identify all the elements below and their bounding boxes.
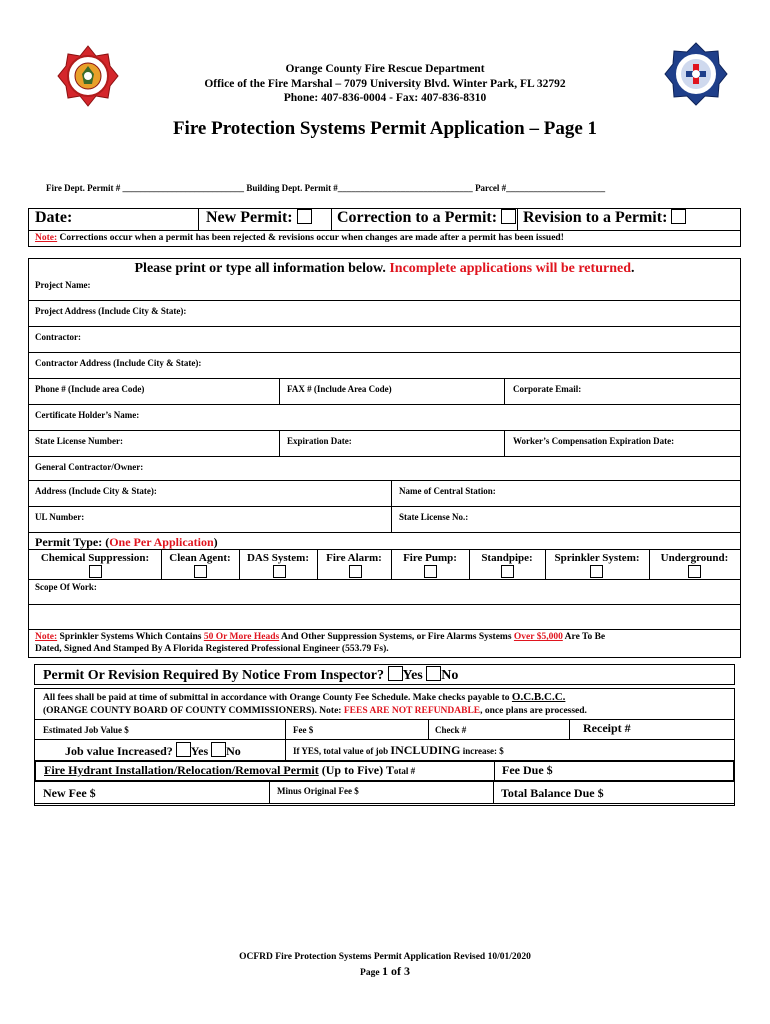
job-increased-no-checkbox[interactable] [211,742,226,757]
instructions-main: Please print or type all information below. [134,261,386,276]
note2-heads: 50 Or More Heads [203,632,280,642]
type-underground-label: Underground: [660,552,729,564]
type-sprinkler-label: Sprinkler System: [554,552,640,564]
hydrant-row [34,760,735,782]
page-title: Fire Protection Systems Permit Application – Page 1 [172,118,598,139]
job-increased-no-label: No [226,744,241,758]
fee-field[interactable]: Fee $ [293,725,314,735]
project-address-field[interactable]: Project Address (Include City & State): [35,306,187,316]
instructions-period: . [630,261,635,276]
fax-field[interactable]: FAX # (Include Area Code) [287,384,392,394]
minus-original-fee-field[interactable]: Minus Original Fee $ [277,786,359,796]
inspector-no-label: No [441,668,459,683]
job-increased-yes-label: Yes [190,744,209,758]
hydrant-total: otal # [393,766,416,776]
contractor-address-field[interactable]: Contractor Address (Include City & State): [35,358,202,368]
fees-line2a: (ORANGE COUNTY BOARD OF COUNTY COMMISSIONERS). Note: [43,705,344,716]
new-fee-field[interactable]: New Fee $ [43,786,96,800]
type-fire-alarm-checkbox[interactable] [349,565,362,578]
check-field[interactable]: Check # [435,725,467,735]
ul-number-field[interactable]: UL Number: [35,512,85,522]
revision-checkbox[interactable] [671,209,686,224]
fees-line2b: , once plans are processed. [480,705,587,716]
permit-type-label: Permit Type: ( [35,535,110,549]
total-balance-due-field[interactable]: Total Balance Due $ [501,786,604,800]
central-station-field[interactable]: Name of Central Station: [399,486,496,496]
type-underground-checkbox[interactable] [688,565,701,578]
correction-label: Correction to a Permit: [337,209,498,226]
hydrant-permit-label: Fire Hydrant Installation/Relocation/Removal Permit [44,763,319,777]
type-fire-pump-checkbox[interactable] [424,565,437,578]
project-name-field[interactable]: Project Name: [35,280,91,290]
type-das-checkbox[interactable] [273,565,286,578]
permit-type-close: ) [213,535,218,549]
workers-comp-field[interactable]: Worker’s Compensation Expiration Date: [513,436,675,446]
receipt-field[interactable]: Receipt # [583,721,631,735]
fee-due-field[interactable]: Fee Due $ [502,763,553,777]
general-contractor-field[interactable]: General Contractor/Owner: [35,462,144,472]
job-increased-label: Job value Increased? [65,744,173,758]
permit-kind-row [28,208,741,247]
type-standpipe-checkbox[interactable] [501,565,514,578]
org-name: Orange County Fire Rescue Department [285,63,485,75]
hydrant-upto: (Up to Five) T [318,763,394,777]
parcel-field[interactable]: Parcel #______________________ [475,183,606,193]
including-text: INCLUDING [390,743,461,757]
state-license-field[interactable]: State License Number: [35,436,123,446]
type-clean-agent-label: Clean Agent: [169,552,231,564]
note2-part2: And Other Suppression Systems, or Fire Alarms Systems [279,632,514,642]
fire-dept-permit-field[interactable]: Fire Dept. Permit # ___________________________ [46,183,245,193]
one-per-application: One Per Application [109,535,214,549]
if-yes-text: If YES, total value of job [293,746,391,756]
fees-line1: All fees shall be paid at time of submittal in accordance with Orange County Fee Schedule. Make checks payable to [43,693,512,703]
state-license-no-field[interactable]: State License No.: [399,512,469,522]
permit-type-grid [29,549,740,579]
note2-part3: Are To Be [562,632,606,642]
inspector-yes-label: Yes [402,668,423,683]
type-chemical-label: Chemical Suppression: [40,552,150,564]
new-permit-label: New Permit: [206,209,293,226]
estimated-job-value-field[interactable]: Estimated Job Value $ [43,725,129,735]
not-refundable: FEES ARE NOT REFUNDABLE [343,705,481,716]
type-sprinkler-checkbox[interactable] [590,565,603,578]
note2-part1: Sprinkler Systems Which Contains [57,632,204,642]
inspector-no-checkbox[interactable] [426,666,441,681]
type-das-label: DAS System: [246,552,310,564]
office-address: Office of the Fire Marshal – 7079 University Blvd. Winter Park, FL 32792 [204,77,566,90]
job-increased-yes-checkbox[interactable] [176,742,191,757]
correction-checkbox[interactable] [501,209,516,224]
note1-label: Note: [35,233,58,243]
type-chemical-checkbox[interactable] [89,565,102,578]
office-phone: Phone: 407-836-0004 - Fax: 407-836-8310 [283,92,487,104]
scope-of-work-field[interactable]: Scope Of Work: [35,582,97,592]
inspector-row [34,664,735,685]
type-clean-agent-checkbox[interactable] [194,565,207,578]
increase-text: increase: $ [460,746,504,756]
type-fire-alarm-label: Fire Alarm: [326,552,382,564]
phone-field[interactable]: Phone # (Include area Code) [35,384,145,394]
footer-page-number: 1 of 3 [381,964,410,978]
note2-over: Over $5,000 [513,632,563,642]
note2-line2: Dated, Signed And Stamped By A Florida Registered Professional Engineer (553.79 Fs). [35,644,389,654]
contractor-field[interactable]: Contractor: [35,332,81,342]
new-fee-row [34,781,735,804]
email-field[interactable]: Corporate Email: [513,384,582,394]
inspector-question: Permit Or Revision Required By Notice From Inspector? [43,668,385,683]
certificate-holder-field[interactable]: Certificate Holder’s Name: [35,410,140,420]
instructions-warning: Incomplete applications will be returned [389,261,631,276]
footer-revised: OCFRD Fire Protection Systems Permit Application Revised 10/01/2020 [239,952,531,962]
total-value-field[interactable] [293,743,504,758]
type-standpipe-label: Standpipe: [481,552,533,564]
expiration-date-field[interactable]: Expiration Date: [287,436,352,446]
inspector-yes-checkbox[interactable] [388,666,403,681]
type-fire-pump-label: Fire Pump: [403,552,457,564]
footer-page-word: Page [360,968,382,978]
date-label[interactable]: Date: [35,209,73,226]
payable-to: O.C.B.C.C. [511,691,566,703]
building-dept-permit-field[interactable]: Building Dept. Permit #______________________________ [246,183,473,193]
hydrant-permit-field[interactable] [44,763,415,778]
note1-text: Corrections occur when a permit has been rejected & revisions occur when changes are made after a permit has been issued! [57,233,564,243]
gc-address-field[interactable]: Address (Include City & State): [35,486,157,496]
note2-label: Note: [35,632,58,642]
project-info-box [28,258,741,658]
revision-label: Revision to a Permit: [523,209,668,226]
new-permit-checkbox[interactable] [297,209,312,224]
